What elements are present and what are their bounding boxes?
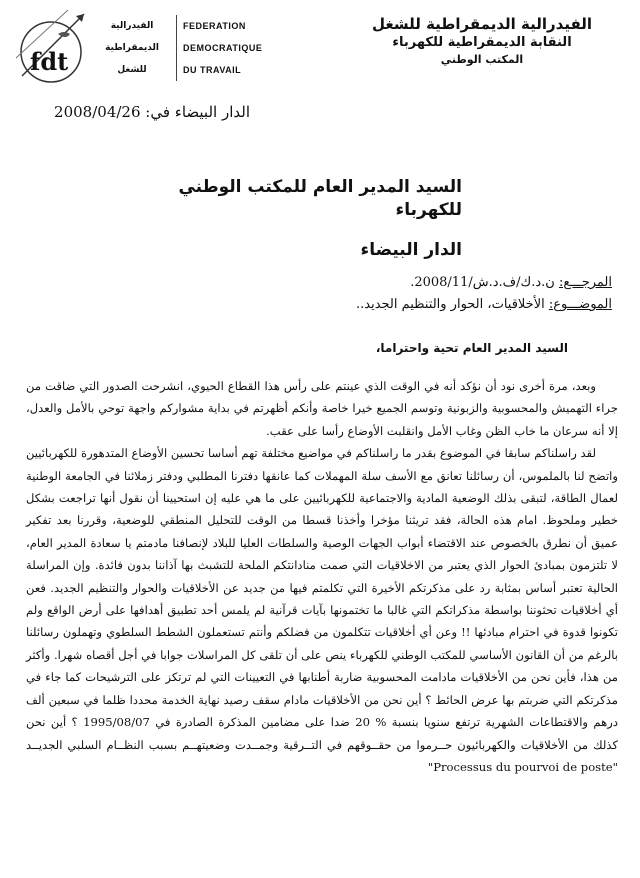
- header-arabic-main: [332, 14, 632, 68]
- arabic-small-line-3: للشغل: [117, 65, 147, 75]
- fdt-logo-icon: [8, 6, 94, 88]
- reference-block: [212, 272, 612, 316]
- date-line: الدار البيضاء في: 2008/04/26: [54, 103, 250, 121]
- reference-value: ن.د.ك/ف.د.ش/2008/11.: [410, 275, 559, 290]
- subject-value: الأخلاقيات، الحوار والتنظيم الجديد..: [355, 297, 549, 312]
- paragraph-1: وبعد، مرة أخرى نود أن نؤكد أنه في الوقت الذي عينتم على رأس هذا القطاع الحيوي، انشرحت الصدور التي ضاقت من جراء التهميش والمحسوبية والزبونية وتوسم الجميع خيرا خاصة وأنكم أظهرتم في بداية مشواركم واجهة توحي بالأمل والعدل، إلا أنه سرعان ما خاب الظن وغاب الأمل وانقلبت الأوضاع رأسا على عقب.: [26, 379, 618, 438]
- header-arabic-small: [98, 15, 166, 81]
- reference-line: [212, 272, 612, 294]
- subject-line: [212, 294, 612, 316]
- addressee-line-1: السيد المدير العام للمكتب الوطني: [178, 177, 462, 197]
- greeting: السيد المدير العام تحية واحتراما،: [375, 341, 568, 355]
- subject-label: الموضـــوع:: [548, 297, 612, 312]
- reference-label: المرجـــع:: [558, 275, 612, 290]
- addressee-city: الدار البيضاء: [360, 240, 462, 260]
- french-line-3: DU TRAVAIL: [176, 59, 296, 81]
- french-line-1: FEDERATION: [176, 15, 296, 37]
- logo-text: fdt: [30, 47, 69, 76]
- french-line-2: DEMOCRATIQUE: [176, 37, 296, 59]
- arabic-small-line-2: الديمقراطية: [105, 43, 159, 53]
- addressee-block: [162, 176, 462, 264]
- letter-body: [26, 375, 618, 778]
- arabic-small-line-1: الفيدرالية: [110, 21, 154, 31]
- federation-name-arabic: الفيدرالية الديمقراطية للشغل: [371, 15, 593, 33]
- addressee-line-2: للكهرباء: [395, 200, 462, 220]
- paragraph-2: لقد راسلناكم سابقا في الموضوع بقدر ما راسلناكم في مواضيع مختلفة تهم أساسا تحسين الأوضاع المتدهورة للكهربائيين واتضح لنا بالملموس، أن رسائلنا تعانق مع الأسف سلة المهملات كما عانقها دفترنا المطلبي ودفتر زملائنا في الجامعة الوطنية لعمال الطاقة، لتبقى بذلك الوضعية المادية والاجتماعية للكهربائيين على ما هي عليه إن استحيينا أن نقول أنها تراجعت بشكل خطير وملحوظ. امام هذه الحالة، فقد تريثنا مؤخرا وأخذنا قسطا من الوقت للتحليل المنطقي للوضعية، وقررنا بعد تفكير عميق أن نطرق بالخصوص عند الاقتضاء أبواب الجهات الوصية والسلطات العليا للبلاد لإنصافنا مادمتم يا سعادة المدير العام، لا تلتزمون بمبادئ الحوار الذي يعتبر من الاخلاقيات التي صمت منادانتكم الملحة للتشبث بها آذاننا بدون فائدة. وإن المراسلة الحالية تعتبر أساس بمثابة رد على مذكرتكم الأخيرة التي تكلمتم فيها من جديد عن الأخلاقيات والحوار والتنظيم الجديد. فعن أي أخلاقيات تحثوننا بواسطة مذكراتكم التي غالبا ما تختمونها بآيات قرآنية لم يلمس أحد تطبيق أهدافها على أرض الواقع ولم تكونوا قدوة في احترام مبادئها !! وعن أي أخلاقيات تتكلمون من فضلكم وأنتم تستعملون الشطط السلطوي وتهملون رسائلنا بالرغم من أن القانون الأساسي للمكتب الوطني للكهرباء ينص على أن تلقى كل المراسلات جوابا في أجل أقصاه شهرا. وأكثر من هذا، فأين نحن من الأخلاقيات مادامت المحسوبية ضاربة أطنابها في التعيينات التي لم ترتكز على الترشيحات كما جاء في مذكرتكم التي ضربتم بها عرض الحائط ؟ أين نحن من الأخلاقيات مادام سقف رصيد نهاية الخدمة محددا ظلما في سبعين ألف درهم والاقتطاعات الشهرية ترتفع سنويا بنسبة % 20 ضدا على مضامين المذكرة الصادرة في 1995/08/07 ؟ أين نحن كذلك من الأخلاقيات والكهربائيون حــرموا من حقــوقهم في التــرقية وجمــدت وضعيتهــم بسبب النظــام السلبي الجديــد "Processus du pourvoi de poste": [25, 446, 618, 774]
- union-name-arabic: النقابة الديمقراطية للكهرباء: [392, 35, 572, 50]
- office-name-arabic: المكتب الوطني: [440, 53, 524, 66]
- header-french: [176, 15, 296, 81]
